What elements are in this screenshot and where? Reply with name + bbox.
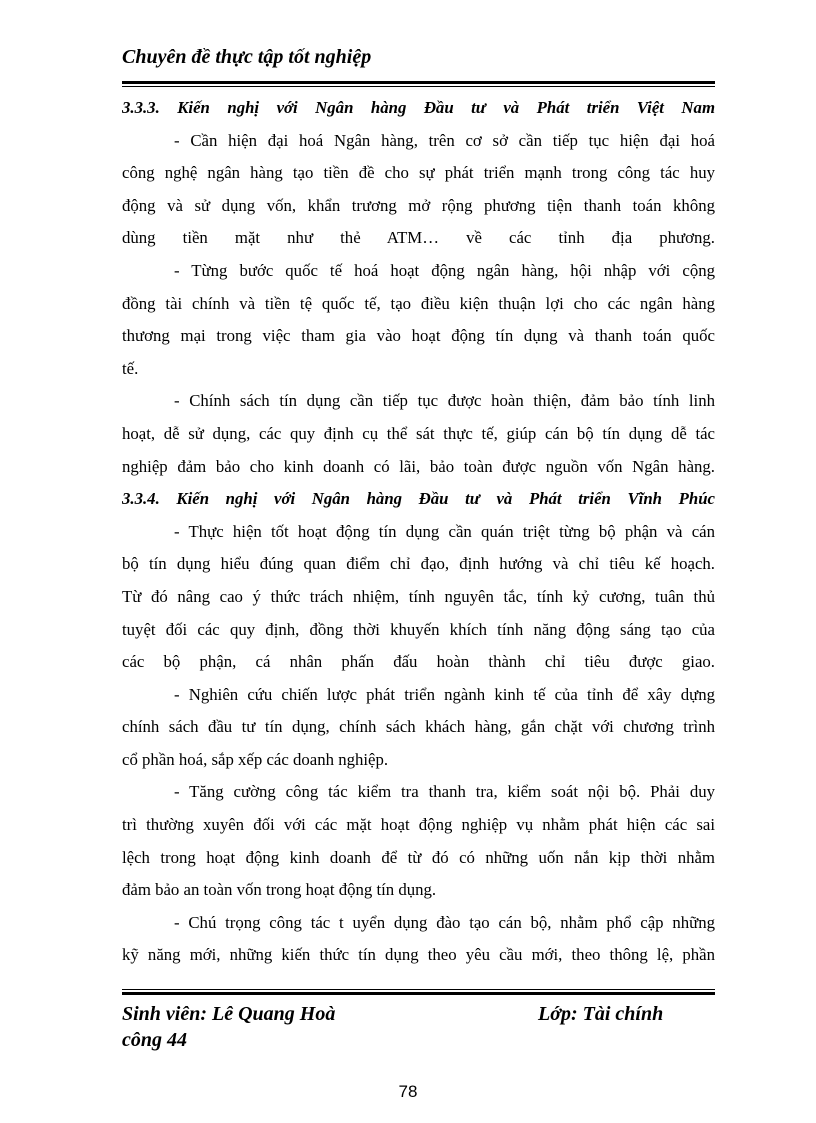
header-divider bbox=[122, 81, 715, 87]
document-header-title: Chuyên đề thực tập tốt nghiệp bbox=[122, 46, 372, 68]
paragraph-line: dùng tiền mặt như thẻ ATM… về các tỉnh địa phương. bbox=[122, 228, 715, 248]
paragraph-line: cổ phần hoá, sắp xếp các doanh nghiệp. bbox=[122, 749, 389, 769]
footer-divider bbox=[122, 989, 715, 995]
page-number: 78 bbox=[398, 1082, 418, 1101]
paragraph-line: tuyệt đối các quy định, đồng thời khuyến khích tính năng động sáng tạo của bbox=[122, 619, 715, 639]
section-heading-3-3-3: 3.3.3. Kiến nghị với Ngân hàng Đầu tư và Phát triển Việt Nam bbox=[122, 98, 715, 117]
paragraph-line: - Chính sách tín dụng cần tiếp tục được hoàn thiện, đảm bảo tính linh bbox=[174, 391, 715, 411]
paragraph-line: đồng tài chính và tiền tệ quốc tế, tạo điều kiện thuận lợi cho các ngân hàng bbox=[122, 293, 715, 313]
paragraph-line: - Nghiên cứu chiến lược phát triển ngành kinh tế của tỉnh để xây dựng bbox=[174, 684, 715, 704]
paragraph-line: bộ tín dụng hiểu đúng quan điểm chỉ đạo, định hướng và chỉ tiêu kế hoạch. bbox=[122, 554, 715, 574]
paragraph-line: thương mại trong việc tham gia vào hoạt động tín dụng và thanh toán quốc bbox=[122, 326, 715, 346]
paragraph-line: kỹ năng mới, những kiến thức tín dụng theo yêu cầu mới, theo thông lệ, phần bbox=[122, 945, 715, 965]
paragraph-line: - Cần hiện đại hoá Ngân hàng, trên cơ sở cần tiếp tục hiện đại hoá bbox=[174, 130, 715, 150]
footer-class-continued: công 44 bbox=[122, 1029, 187, 1051]
footer-row bbox=[122, 1001, 715, 1027]
paragraph-line: chính sách đầu tư tín dụng, chính sách khách hàng, gắn chặt với chương trình bbox=[122, 717, 715, 737]
paragraph-line: - Thực hiện tốt hoạt động tín dụng cần quán triệt từng bộ phận và cán bbox=[174, 521, 715, 541]
paragraph-line: Từ đó nâng cao ý thức trách nhiệm, tính nguyên tắc, tính kỷ cương, tuân thủ bbox=[122, 586, 715, 606]
paragraph-line: công nghệ ngân hàng tạo tiền đề cho sự phát triển mạnh trong công tác huy bbox=[122, 163, 715, 183]
paragraph-line: - Chú trọng công tác t uyển dụng đào tạo cán bộ, nhằm phổ cập những bbox=[174, 912, 715, 932]
paragraph-line: hoạt, dễ sử dụng, các quy định cụ thể sát thực tế, giúp cán bộ tín dụng dễ tác bbox=[122, 423, 715, 443]
paragraph-line: nghiệp đảm bảo cho kinh doanh có lãi, bảo toàn được nguồn vốn Ngân hàng. bbox=[122, 456, 715, 476]
paragraph-line: - Từng bước quốc tế hoá hoạt động ngân hàng, hội nhập với cộng bbox=[174, 260, 715, 280]
document-footer bbox=[122, 1001, 715, 1053]
paragraph-line: trì thường xuyên đối với các mặt hoạt động nghiệp vụ nhằm phát hiện các sai bbox=[122, 815, 715, 835]
paragraph-line: các bộ phận, cá nhân phấn đấu hoàn thành chỉ tiêu được giao. bbox=[122, 652, 715, 672]
paragraph-line: - Tăng cường công tác kiểm tra thanh tra, kiểm soát nội bộ. Phải duy bbox=[174, 782, 715, 802]
paragraph-line: lệch trong hoạt động kinh doanh để từ đó có những uốn nắn kịp thời nhằm bbox=[122, 847, 715, 867]
section-heading-3-3-4: 3.3.4. Kiến nghị với Ngân hàng Đầu tư và Phát triển Vĩnh Phúc bbox=[122, 489, 715, 509]
footer-student: Sinh viên: Lê Quang Hoà bbox=[122, 1003, 336, 1025]
footer-class: Lớp: Tài chính bbox=[538, 1003, 664, 1025]
paragraph-line: động và sử dụng vốn, khẩn trương mở rộng phương tiện thanh toán không bbox=[122, 195, 715, 215]
document-body bbox=[122, 92, 715, 972]
paragraph-line: đảm bảo an toàn vốn trong hoạt động tín dụng. bbox=[122, 880, 437, 900]
paragraph-line: tế. bbox=[122, 358, 139, 378]
